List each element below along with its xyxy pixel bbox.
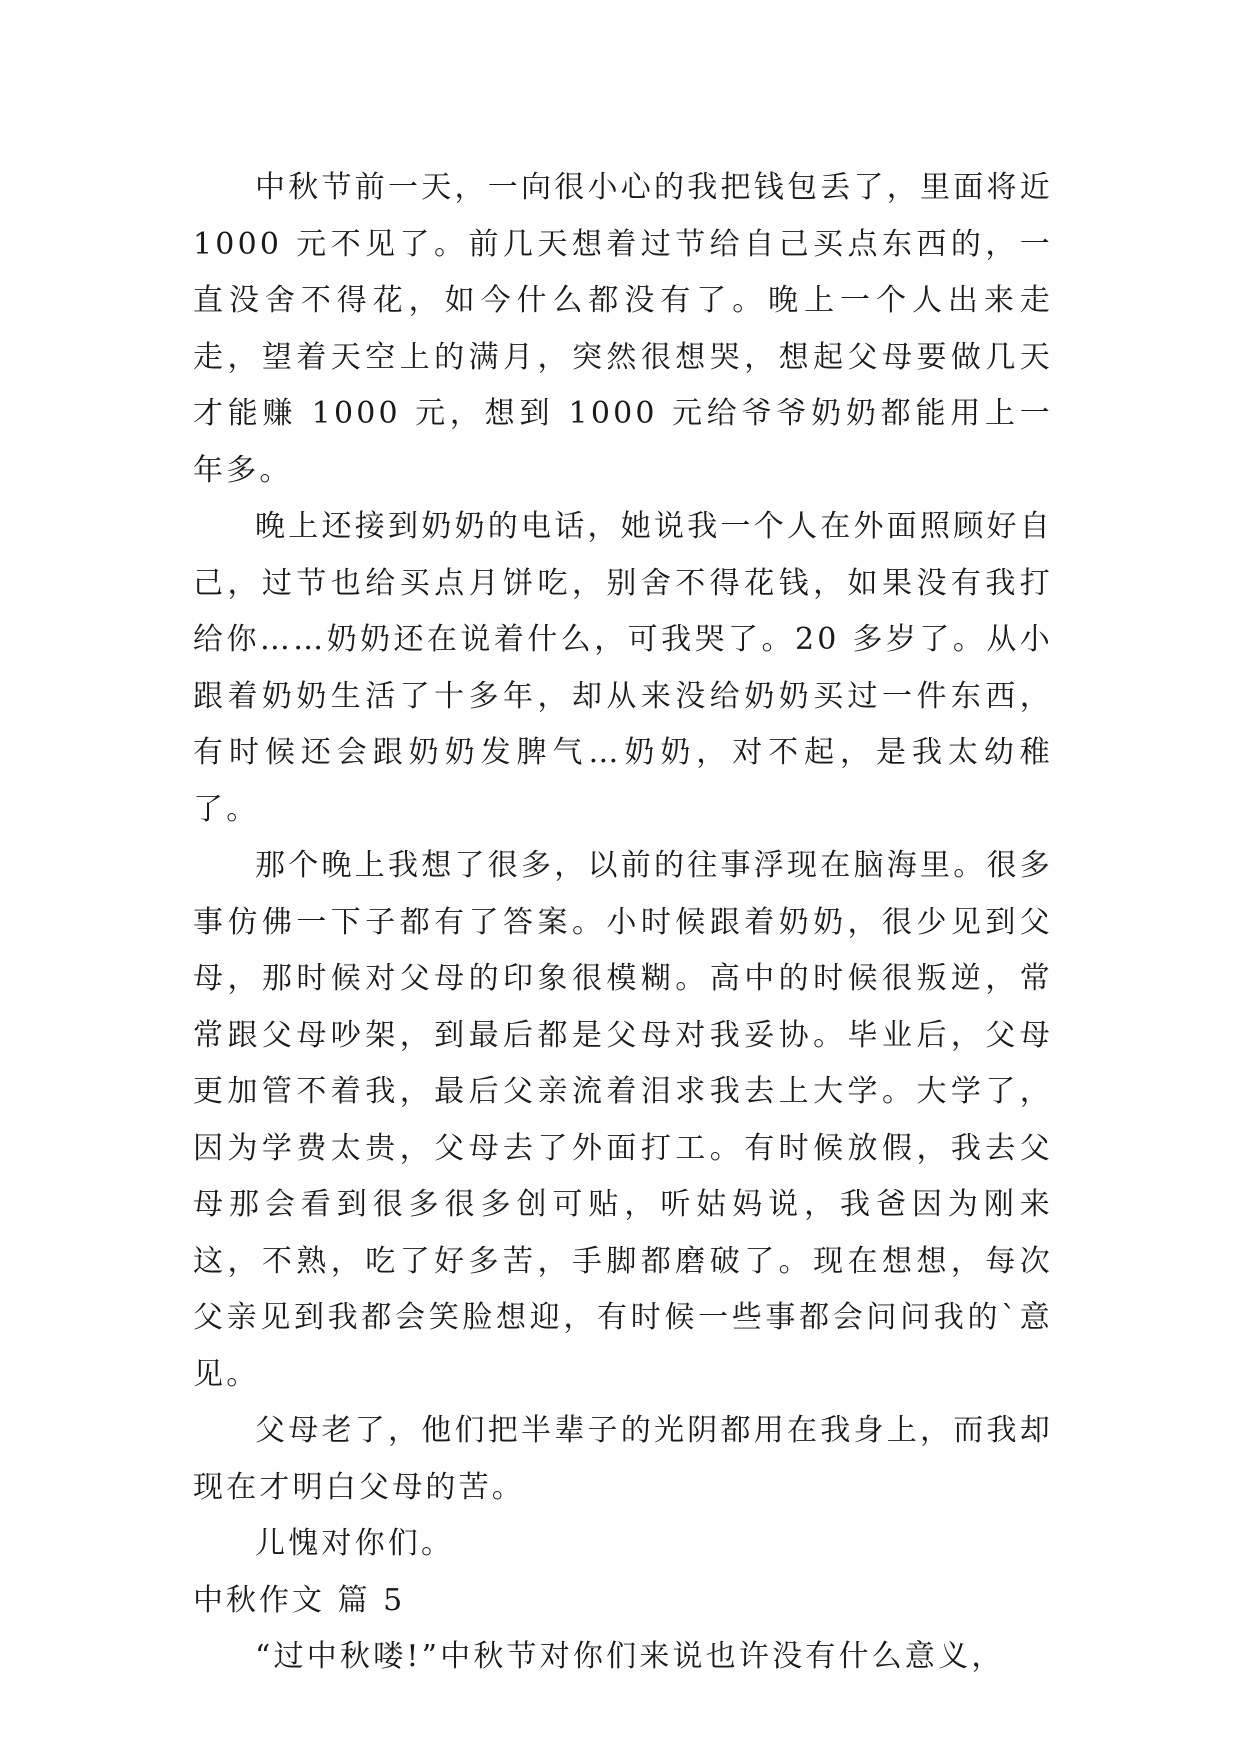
document-body bbox=[193, 160, 1053, 1686]
paragraph-lost-wallet: 中秋节前一天，一向很小心的我把钱包丢了，里面将近 1000 元不见了。前几天想着过节给自己买点东西的，一直没舍不得花，如今什么都没有了。晚上一个人出来走走，望着天空上的满月，突然很想哭，想起父母要做几天才能赚 1000 元，想到 1000 元给爷爷奶奶都能用上一年多。 bbox=[193, 170, 1053, 488]
section-heading: 中秋作文 篇 5 bbox=[193, 1582, 406, 1618]
paragraph-parents-old: 父母老了，他们把半辈子的光阴都用在我身上，而我却现在才明白父母的苦。 bbox=[193, 1413, 1053, 1505]
paragraph-mid-autumn-opening: “过中秋喽!”中秋节对你们来说也许没有什么意义， bbox=[255, 1639, 1005, 1674]
paragraph-grandma-call: 晚上还接到奶奶的电话，她说我一个人在外面照顾好自己，过节也给买点月饼吃，别舍不得花钱，如果没有我打给你……奶奶还在说着什么，可我哭了。20 多岁了。从小跟着奶奶生活了十多年，却从来没给奶奶买过一件东西，有时候还会跟奶奶发脾气…奶奶，对不起，是我太幼稚了。 bbox=[193, 509, 1053, 827]
paragraph-memories: 那个晚上我想了很多，以前的往事浮现在脑海里。很多事仿佛一下子都有了答案。小时候跟着奶奶，很少见到父母，那时候对父母的印象很模糊。高中的时候很叛逆，常常跟父母吵架，到最后都是父母对我妥协。毕业后，父母更加管不着我，最后父亲流着泪求我去上大学。大学了，因为学费太贵，父母去了外面打工。有时候放假，我去父母那会看到很多很多创可贴，听姑妈说，我爸因为刚来这，不熟，吃了好多苦，手脚都磨破了。现在想想，每次父亲见到我都会笑脸想迎，有时候一些事都会问问我的`意见。 bbox=[193, 848, 1053, 1392]
paragraph-apology: 儿愧对你们。 bbox=[255, 1526, 455, 1561]
